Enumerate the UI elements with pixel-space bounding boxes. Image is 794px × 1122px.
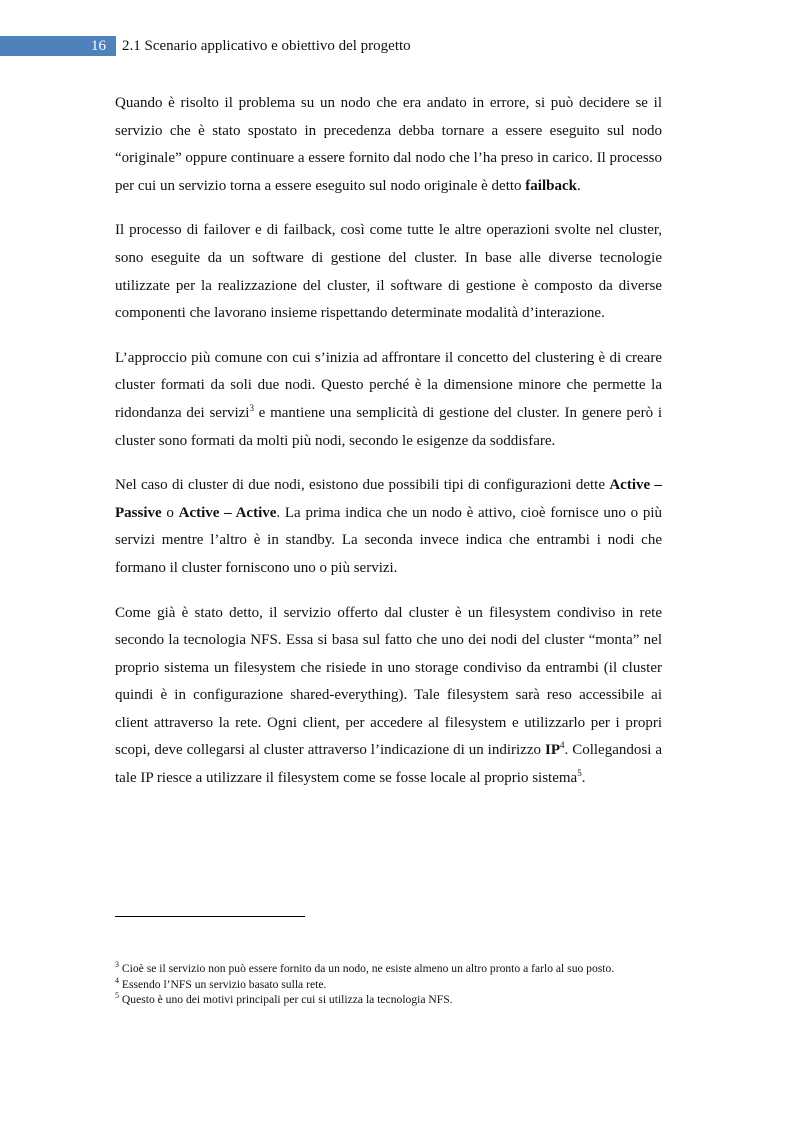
paragraph-configurations [115, 472, 662, 582]
text-run: Il processo di failover e di failback, così come tutte le altre operazioni svolte nel cluster, sono eseguite da un software di gestione del cluster. In base alle diverse tecnologie utilizzate per la realizzazione del cluster, il software di gestione è composto da diverse componenti che lavorano insieme rispettando determinate modalità d’interazione. [115, 222, 662, 322]
footnotes [115, 962, 662, 1009]
footnote-text: Essendo l’NFS un servizio basato sulla rete. [119, 977, 327, 991]
paragraph-nfs-service [115, 600, 662, 793]
footnote-separator [115, 916, 305, 917]
term-failback: failback [525, 177, 577, 194]
footnote-5 [115, 993, 662, 1008]
text-run: . [576, 177, 581, 194]
text-run: o [161, 504, 179, 521]
text-run: L’approccio più comune con cui s’inizia ad affrontare il concetto del clustering è di creare cluster formati da soli due nodi. Questo perché è la dimensione minore che permette la ridondanza dei servizi [115, 349, 662, 421]
footnote-3 [115, 962, 662, 977]
text-run: . Collegandosi a tale IP riesce a utilizzare il filesystem come se fosse locale al proprio sistema [115, 742, 662, 787]
text-run: Nel caso di cluster di due nodi, esistono due possibili tipi di configurazioni dette [115, 477, 610, 494]
footnote-ref-5[interactable]: 5 [577, 768, 582, 779]
footnote-text: Questo è uno dei motivi principali per cui si utilizza la tecnologia NFS. [119, 993, 453, 1006]
running-header-title: 2.1 Scenario applicativo e obiettivo del progetto [122, 38, 411, 54]
text-run: e mantiene una semplicità di gestione del cluster. In genere però i cluster sono formati da molti più nodi, secondo le esigenze da soddisfare. [115, 404, 662, 449]
paragraph-failback [115, 90, 662, 200]
text-run: Quando è risolto il problema su un nodo che era andato in errore, si può decidere se il servizio che è stato spostato in precedenza debba tornare a essere eseguito sul nodo “originale” oppure continuare a essere fornito dal nodo che l’ha preso in carico. Il processo per cui un servizio torna a essere eseguito sul nodo originale è detto [115, 95, 662, 194]
paragraph-management-software [115, 217, 662, 327]
term-ip: IP [544, 742, 560, 759]
paragraph-two-node-cluster [115, 345, 662, 455]
term-active-passive: Active – Passive [115, 477, 662, 521]
page-number: 16 [91, 38, 106, 54]
footnote-number: 3 [115, 960, 119, 970]
term-active-active: Active – Active [178, 504, 277, 521]
body-text [115, 90, 662, 810]
footnote-text: Cioè se il servizio non può essere fornito da un nodo, ne esiste almeno un altro pronto a farlo al suo posto. [119, 962, 615, 975]
text-run: Come già è stato detto, il servizio offerto dal cluster è un filesystem condiviso in rete secondo la tecnologia NFS. Essa si basa sul fatto che uno dei nodi del cluster “monta” nel proprio sistema un filesystem che risiede in uno storage condiviso da entrambi (il cluster quindi è in configurazione shared-everything). Tale filesystem sarà reso accessibile ai client attraverso la rete. Ogni client, per accedere al filesystem e utilizzarlo per i propri scopi, deve collegarsi al cluster attraverso l’indicazione di un indirizzo [115, 604, 662, 759]
footnote-ref-4[interactable]: 4 [559, 740, 565, 751]
footnote-4 [115, 975, 662, 993]
footnote-number: 5 [115, 991, 119, 1001]
footnote-ref-3[interactable]: 3 [249, 402, 254, 413]
text-run: . [581, 770, 586, 787]
text-run: . La prima indica che un nodo è attivo, cioè fornisce uno o più servizi mentre l’altro è in standby. La seconda invece indica che entrambi i nodi che formano il cluster forniscono uno o più servizi. [115, 504, 662, 576]
footnote-number: 4 [115, 975, 119, 985]
